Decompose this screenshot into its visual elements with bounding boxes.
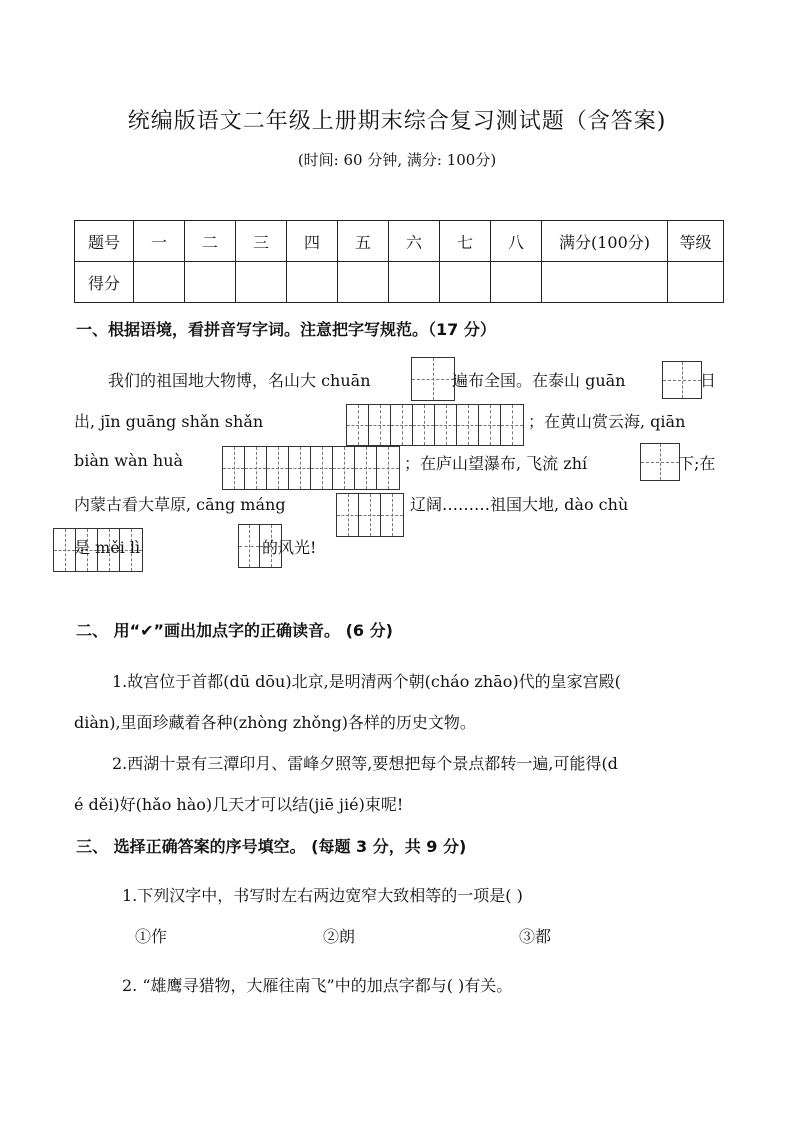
passage-line-5a: 是 měi lì: [74, 538, 141, 557]
score-table-score-row: [75, 262, 724, 303]
table-header-cell: 六: [389, 221, 440, 262]
score-input-cell[interactable]: [491, 262, 542, 303]
score-input-cell[interactable]: [134, 262, 185, 303]
score-input-cell[interactable]: [287, 262, 338, 303]
table-header-cell: 等级: [668, 221, 724, 262]
table-header-cell: 四: [287, 221, 338, 262]
passage-line-2a: 出, jīn guāng shǎn shǎn: [74, 412, 264, 431]
passage-line-3a: biàn wàn huà: [74, 451, 184, 470]
table-header-cell: 满分(100分): [542, 221, 668, 262]
passage-line-1a: 我们的祖国地大物博，名山大 chuān: [108, 371, 371, 390]
passage-line-4b: 辽阔………祖国大地, dào chù: [410, 495, 629, 514]
score-table: [74, 220, 724, 303]
question-3-1: 1.下列汉字中，书写时左右两边宽窄大致相等的一项是( ): [122, 886, 523, 905]
table-row-label: 得分: [75, 262, 134, 303]
question-2-2-line-b: é děi)好(hǎo hào)几天才可以结(jiē jié)束呢!: [74, 795, 404, 814]
writing-grid-guan[interactable]: [662, 361, 702, 399]
table-header-cell: 三: [236, 221, 287, 262]
option-3[interactable]: ③都: [519, 927, 552, 946]
table-header-cell: 题号: [75, 221, 134, 262]
page-subtitle: (时间: 60 分钟, 满分: 100分): [297, 151, 497, 169]
page-title: 统编版语文二年级上册期末综合复习测试题（含答案): [127, 109, 667, 134]
passage-line-3c: 下;在: [678, 454, 716, 473]
score-input-cell[interactable]: [668, 262, 724, 303]
score-input-cell[interactable]: [236, 262, 287, 303]
passage-line-4a: 内蒙古看大草原, cāng máng: [74, 495, 286, 514]
question-2-1-line-a: 1.故宫位于首都(dū dōu)北京,是明清两个朝(cháo zhāo)代的皇家宫殿(: [112, 672, 621, 691]
option-1[interactable]: ①作: [135, 927, 168, 946]
table-header-cell: 七: [440, 221, 491, 262]
writing-grid-cangmang[interactable]: [336, 493, 404, 537]
section-2-heading: 二、 用“✔”画出加点字的正确读音。 (6 分): [76, 621, 393, 640]
score-input-cell[interactable]: [389, 262, 440, 303]
writing-grid-zhi[interactable]: [640, 443, 680, 481]
section-3-heading: 三、 选择正确答案的序号填空。 (每题 3 分，共 9 分): [76, 837, 467, 856]
table-header-cell: 八: [491, 221, 542, 262]
score-input-cell[interactable]: [185, 262, 236, 303]
score-input-cell[interactable]: [338, 262, 389, 303]
question-2-2-line-a: 2.西湖十景有三潭印月、雷峰夕照等,要想把每个景点都转一遍,可能得(d: [112, 754, 618, 773]
table-header-cell: 二: [185, 221, 236, 262]
score-input-cell[interactable]: [440, 262, 491, 303]
question-2-1-line-b: diàn),里面珍藏着各种(zhòng zhǒng)各样的历史文物。: [74, 713, 476, 732]
passage-line-1c: 日: [700, 371, 717, 390]
option-2[interactable]: ②朗: [323, 927, 356, 946]
writing-grid-chuan[interactable]: [411, 357, 455, 401]
question-3-2: 2. “雄鹰寻猎物，大雁往南飞”中的加点字都与( )有关。: [122, 976, 513, 995]
score-input-cell[interactable]: [542, 262, 668, 303]
passage-line-1b: 遍布全国。在泰山 guān: [452, 371, 626, 390]
passage-line-2b: ；在黄山赏云海, qiān: [528, 412, 686, 431]
passage-line-3b: ；在庐山望瀑布, 飞流 zhí: [404, 454, 588, 473]
table-header-cell: 五: [338, 221, 389, 262]
score-table-header-row: [75, 221, 724, 262]
table-header-cell: 一: [134, 221, 185, 262]
passage-line-5b: 的风光!: [262, 538, 317, 557]
writing-grid-jinguangshanshan[interactable]: [346, 404, 524, 446]
writing-grid-qianbianwanhua[interactable]: [222, 446, 400, 490]
section-1-heading: 一、根据语境，看拼音写字词。注意把字写规范。（17 分）: [76, 320, 496, 339]
